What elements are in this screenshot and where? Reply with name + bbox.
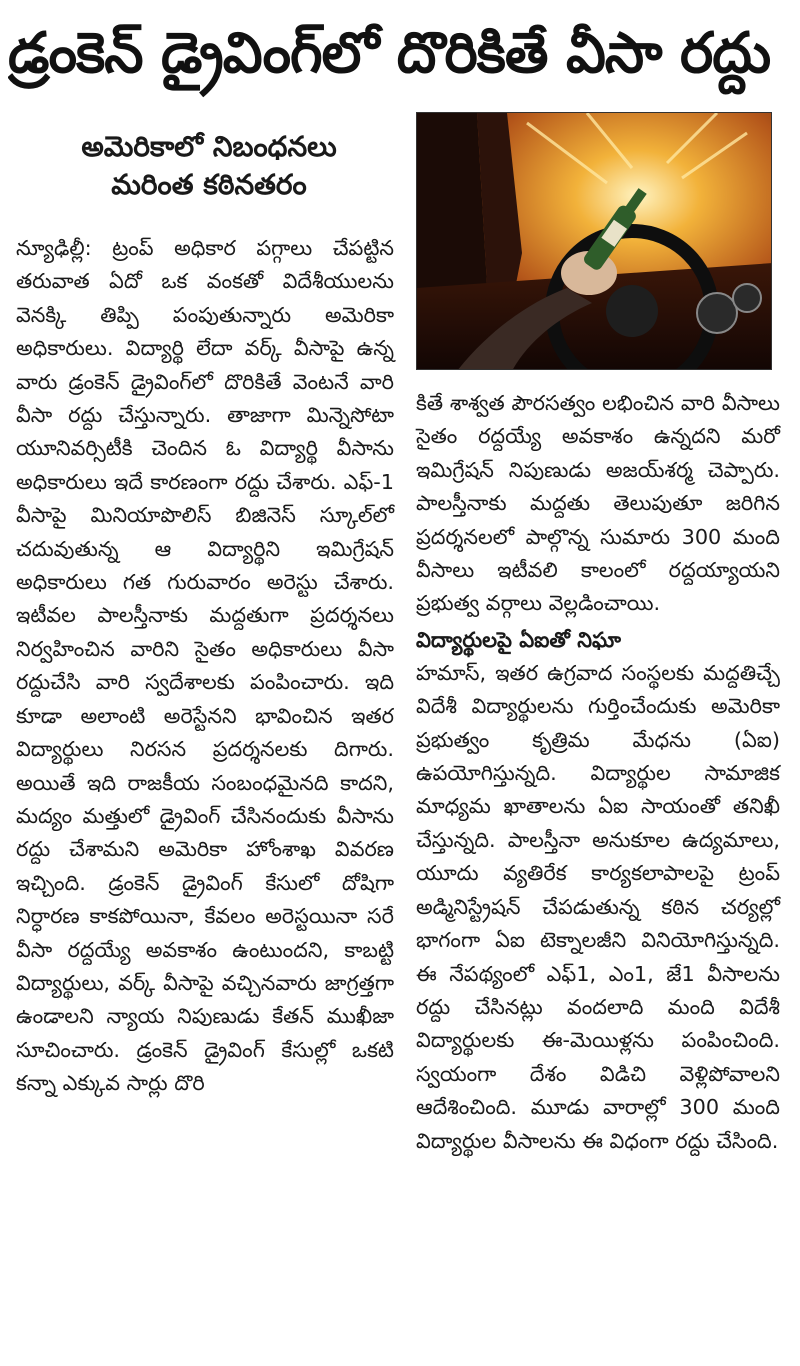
article-body-right-bottom: హమాస్, ఇతర ఉగ్రవాద సంస్థలకు మద్దతిచ్చే విదేశీ విద్యార్థులను గుర్తించేందుకు అమెరికా ప్రభుత్వం కృత్రిమ మేధను (ఏఐ) ఉపయోగిస్తున్నది. విద్యార్థుల సామాజిక మాధ్యమ ఖాతాలను ఏఐ సాయంతో తనిఖీ చేస్తున్నది. పాలస్తీనా అనుకూల ఉద్యమాలు, యూదు వ్యతిరేక కార్యకలాపాలపై ట్రంప్ అడ్మినిస్ట్రేషన్ చేపడుతున్న కఠిన చర్యల్లో భాగంగా ఏఐ టెక్నాలజీని వినియోగిస్తున్నది. ఈ నేపథ్యంలో ఎఫ్1, ఎం1, జే1 వీసాలను రద్దు చేసినట్లు వందలాది మంది విదేశీ విద్యార్థులకు ఈ-మెయిళ్లను పంపించింది. స్వయంగా దేశం విడిచి వెళ్లిపోవాలని ఆదేశించింది. మూడు వారాల్లో 300 మంది విద్యార్థుల వీసాలను ఈ విధంగా రద్దు చేసింది. (416, 660, 780, 1153)
headline: డ్రంకెన్ డ్రైవింగ్‌లో దొరికితే వీసా రద్దు (8, 21, 771, 86)
subheadline-line-1: అమెరికాలో నిబంధనలు (81, 130, 337, 163)
article-column-right (416, 387, 780, 1158)
article-body-right-top: కితే శాశ్వత పౌరసత్వం లభించిన వారి వీసాలు సైతం రద్దయ్యే అవకాశం ఉన్నదని మరో ఇమిగ్రేషన్ నిపుణుడు అజయ్‌శర్మ చెప్పారు. పాలస్తీనాకు మద్దతు తెలుపుతూ జరిగిన ప్రదర్శనలలో పాల్గొన్న సుమారు 300 మంది వీసాలు ఇటీవలి కాలంలో రద్దయ్యాయని ప్రభుత్వ వర్గాలు వెల్లడించాయి. (416, 391, 780, 616)
drunk-driving-photo (416, 112, 772, 370)
subheadline (24, 128, 394, 204)
section-subheading: విద్యార్థులపై ఏఐతో నిఘా (416, 627, 621, 652)
article-column-left (16, 232, 394, 1101)
article-body-left: న్యూఢిల్లీ: ట్రంప్ అధికార పగ్గాలు చేపట్టిన తరువాత ఏదో ఒక వంకతో విదేశీయులను వెనక్కి తిప్పి పంపుతున్నారు అమెరికా అధికారులు. విద్యార్థి లేదా వర్క్ వీసాపై ఉన్న వారు డ్రంకెన్ డ్రైవింగ్‌లో దొరికితే వెంటనే వారి వీసా రద్దు చేస్తున్నారు. తాజాగా మిన్నెసోటా యూనివర్సిటీకి చెందిన ఓ విద్యార్థి వీసాను అధికారులు ఇదే కారణంగా రద్దు చేశారు. ఎఫ్-1 వీసాపై మినియాపొలిస్ బిజినెస్ స్కూల్‌లో చదువుతున్న ఆ విద్యార్థిని ఇమిగ్రేషన్ అధికారులు గత గురువారం అరెస్టు చేశారు. ఇటీవల పాలస్తీనాకు మద్దతుగా ప్రదర్శనలు నిర్వహించిన వారిని సైతం అధికారులు వీసా రద్దుచేసి వారి స్వదేశాలకు పంపించారు. ఇది కూడా అలాంటి అరెస్టేనని భావించిన ఇతర విద్యార్థులు నిరసన ప్రదర్శనలకు దిగారు. అయితే ఇది రాజకీయ సంబంధమైనది కాదని, మద్యం మత్తులో డ్రైవింగ్ చేసినందుకు వీసాను రద్దు చేశామని అమెరికా హోంశాఖ వివరణ ఇచ్చింది. డ్రంకెన్ డ్రైవింగ్ కేసులో దోషిగా నిర్ధారణ కాకపోయినా, కేవలం అరెస్టయినా సరే వీసా రద్దయ్యే అవకాశం ఉంటుందని, కాబట్టి విద్యార్థులు, వర్క్ వీసాపై వచ్చినవారు జాగ్రత్తగా ఉండాలని న్యాయ నిపుణుడు కేతన్ ముఖీజా సూచించారు. డ్రంకెన్ డ్రైవింగ్ కేసుల్లో ఒకటి కన్నా ఎక్కువ సార్లు దొరి (16, 236, 394, 1096)
subheadline-line-2: మరింత కఠినతరం (111, 168, 307, 201)
